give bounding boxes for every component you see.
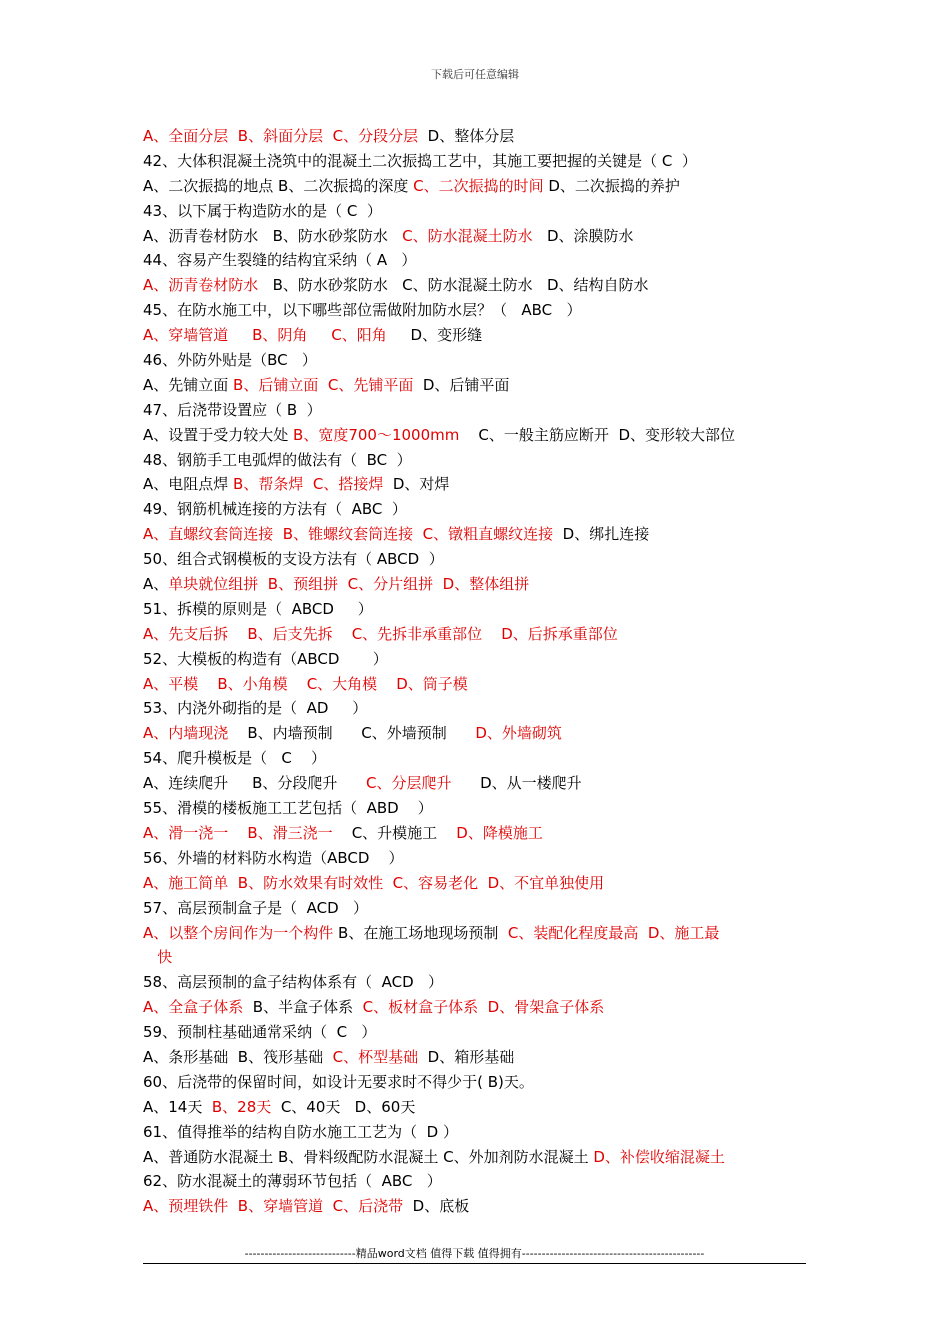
answer-text: B、28天 <box>211 1097 272 1116</box>
answer-text: A、沥青卷材防水 <box>143 276 259 295</box>
text-line <box>143 273 823 298</box>
answer-text: A、施工简单 B、防水效果有时效性 C、容易老化 D、不宜单独使用 <box>143 873 605 892</box>
question-text: D、涂膜防水 <box>532 226 634 245</box>
question-text: 46、外防外贴是（BC ） <box>143 351 317 370</box>
question-text: D、箱形基础 <box>418 1047 515 1066</box>
text-line <box>143 622 823 647</box>
answer-text: C、防水混凝土防水 <box>402 226 533 245</box>
question-text: A、沥青卷材防水 B、防水砂浆防水 <box>143 226 403 245</box>
question-text: A、普通防水混凝土 B、骨料级配防水混凝土 C、外加剂防水混凝土 <box>143 1147 594 1166</box>
text-line <box>143 647 823 672</box>
answer-text: C、二次振捣的时间 <box>413 176 544 195</box>
text-line <box>143 572 823 597</box>
answer-text: A、平模 B、小角模 C、大角模 D、筒子模 <box>143 674 468 693</box>
question-text: 44、容易产生裂缝的结构宜采纳（ A ） <box>143 251 417 270</box>
answer-text: C、分层爬升 <box>366 774 452 793</box>
question-text: 47、后浇带设置应（ B ） <box>143 400 322 419</box>
text-line <box>143 522 823 547</box>
footer-divider <box>143 1263 806 1264</box>
text-line <box>143 174 823 199</box>
question-text: 62、防水混凝土的薄弱环节包括（ ABC ） <box>143 1172 442 1191</box>
question-text: 56、外墙的材料防水构造（ABCD ） <box>143 848 404 867</box>
question-text: C、40天 D、60天 <box>271 1097 416 1116</box>
question-text: 55、滑模的楼板施工工艺包括（ ABD ） <box>143 799 433 818</box>
text-line <box>143 995 823 1020</box>
text-line <box>143 1095 823 1120</box>
question-text: 42、大体积混凝土浇筑中的混凝土二次振捣工艺中，其施工要把握的关键是（ C ） <box>143 151 697 170</box>
question-text: C、一般主筋应断开 D、变形较大部位 <box>459 425 735 444</box>
question-text: 54、爬升模板是（ C ） <box>143 749 326 768</box>
answer-text: D、外墙砌筑 <box>475 724 562 743</box>
answer-text: A、以整个房间作为一个构件 <box>143 923 334 942</box>
answer-text: C、杯型基础 <box>332 1047 419 1066</box>
question-text: 57、高层预制盒子是（ ACD ） <box>143 898 368 917</box>
question-text: 59、预制柱基础通常采纳（ C ） <box>143 1023 377 1042</box>
text-line <box>143 746 823 771</box>
question-text: B、在施工场地现场预制 <box>333 923 508 942</box>
question-list <box>143 124 823 1219</box>
answer-text: A、穿墙管道 B、阴角 C、阳角 <box>143 326 387 345</box>
text-line <box>143 597 823 622</box>
question-text: A、设置于受力较大处 <box>143 425 294 444</box>
text-line <box>143 224 823 249</box>
question-text: 51、拆模的原则是（ ABCD ） <box>143 599 373 618</box>
text-line <box>143 721 823 746</box>
text-line <box>143 149 823 174</box>
page-header: 下载后可任意编辑 <box>431 68 519 81</box>
text-line <box>143 945 823 970</box>
answer-text: D、补偿收缩混凝土 <box>593 1147 725 1166</box>
question-text: A、电阻点焊 <box>143 475 234 494</box>
answer-text: D、降模施工 <box>456 823 543 842</box>
text-line <box>143 1194 823 1219</box>
question-text: 49、钢筋机械连接的方法有（ ABC ） <box>143 500 407 519</box>
question-text: D、对焊 <box>383 475 450 494</box>
text-line <box>143 1145 823 1170</box>
answer-text: A、先支后拆 B、后支先拆 C、先拆非承重部位 D、后拆承重部位 <box>143 624 618 643</box>
text-line <box>143 398 823 423</box>
question-text: A、14天 <box>143 1097 212 1116</box>
question-text: D、绑扎连接 <box>553 525 650 544</box>
text-line <box>143 373 823 398</box>
question-text: A、连续爬升 B、分段爬升 <box>143 774 367 793</box>
question-text: 48、钢筋手工电弧焊的做法有（ BC ） <box>143 450 412 469</box>
question-text: B、内墙预制 C、外墙预制 <box>228 724 476 743</box>
text-line <box>143 696 823 721</box>
question-text: B、半盒子体系 <box>243 998 363 1017</box>
text-line <box>143 323 823 348</box>
text-line <box>143 348 823 373</box>
question-text: 53、内浇外砌指的是（ AD ） <box>143 699 368 718</box>
answer-text: A、预埋铁件 B、穿墙管道 C、后浇带 <box>143 1197 404 1216</box>
text-line <box>143 846 823 871</box>
text-line <box>143 1020 823 1045</box>
answer-text: A、滑一浇一 B、滑三浇一 <box>143 823 333 842</box>
text-line <box>143 921 823 946</box>
question-text: A、二次振捣的地点 B、二次振捣的深度 <box>143 176 414 195</box>
text-line <box>143 796 823 821</box>
text-line <box>143 298 823 323</box>
text-line <box>143 248 823 273</box>
text-line <box>143 1120 823 1145</box>
question-text: B、防水砂浆防水 C、防水混凝土防水 D、结构自防水 <box>258 276 649 295</box>
text-line <box>143 423 823 448</box>
text-line <box>143 199 823 224</box>
text-line <box>143 547 823 572</box>
question-text: 52、大模板的构造有（ABCD ） <box>143 649 388 668</box>
question-text: 50、组合式钢模板的支设方法有（ ABCD ） <box>143 550 444 569</box>
question-text: A、 <box>143 575 169 594</box>
question-text: 58、高层预制的盒子结构体系有（ ACD ） <box>143 973 443 992</box>
page-footer: ----------------------------精品word文档 值得下载 值得拥有---------------------------------------------- <box>244 1247 705 1260</box>
question-text: D、后铺平面 <box>413 375 510 394</box>
text-line <box>143 672 823 697</box>
answer-text: C、板材盒子体系 D、骨架盒子体系 <box>362 998 605 1017</box>
question-text: D、变形缝 <box>386 326 483 345</box>
question-text: A、先铺立面 <box>143 375 234 394</box>
text-line <box>143 771 823 796</box>
answer-text: A、直螺纹套筒连接 B、锥螺纹套筒连接 C、镦粗直螺纹连接 <box>143 525 554 544</box>
answer-text: A、全面分层 B、斜面分层 C、分段分层 <box>143 127 419 145</box>
text-line <box>143 896 823 921</box>
text-line <box>143 472 823 497</box>
question-text: 45、在防水施工中，以下哪些部位需做附加防水层？（ ABC ） <box>143 301 582 320</box>
answer-text: A、内墙现浇 <box>143 724 229 743</box>
text-line <box>143 821 823 846</box>
answer-text: A、全盒子体系 <box>143 998 244 1017</box>
question-text: D、底板 <box>403 1197 470 1216</box>
question-text: A、条形基础 B、筏形基础 <box>143 1047 333 1066</box>
answer-text: C、装配化程度最高 D、施工最 <box>507 923 720 942</box>
answer-text: B、后铺立面 C、先铺平面 <box>233 375 414 394</box>
answer-text: B、宽度700～1000mm <box>293 425 460 444</box>
answer-text: B、帮条焊 C、搭接焊 <box>233 475 384 494</box>
text-line <box>143 970 823 995</box>
question-text: D、二次振捣的养护 <box>543 176 680 195</box>
answer-text: 快 <box>143 948 173 967</box>
text-line <box>143 124 823 149</box>
text-line <box>143 1070 823 1095</box>
text-line <box>143 497 823 522</box>
question-text: 61、值得推举的结构自防水施工工艺为（ D ） <box>143 1122 458 1141</box>
text-line <box>143 1169 823 1194</box>
text-line <box>143 1045 823 1070</box>
question-text: D、整体分层 <box>418 127 515 145</box>
question-text: 60、后浇带的保留时间，如设计无要求时不得少于( B)天。 <box>143 1072 534 1091</box>
text-line <box>143 871 823 896</box>
question-text: D、从一楼爬升 <box>451 774 582 793</box>
question-text: C、升模施工 <box>332 823 457 842</box>
answer-text: 单块就位组拼 B、预组拼 C、分片组拼 D、整体组拼 <box>168 575 530 594</box>
question-text: 43、以下属于构造防水的是（ C ） <box>143 201 382 220</box>
text-line <box>143 448 823 473</box>
